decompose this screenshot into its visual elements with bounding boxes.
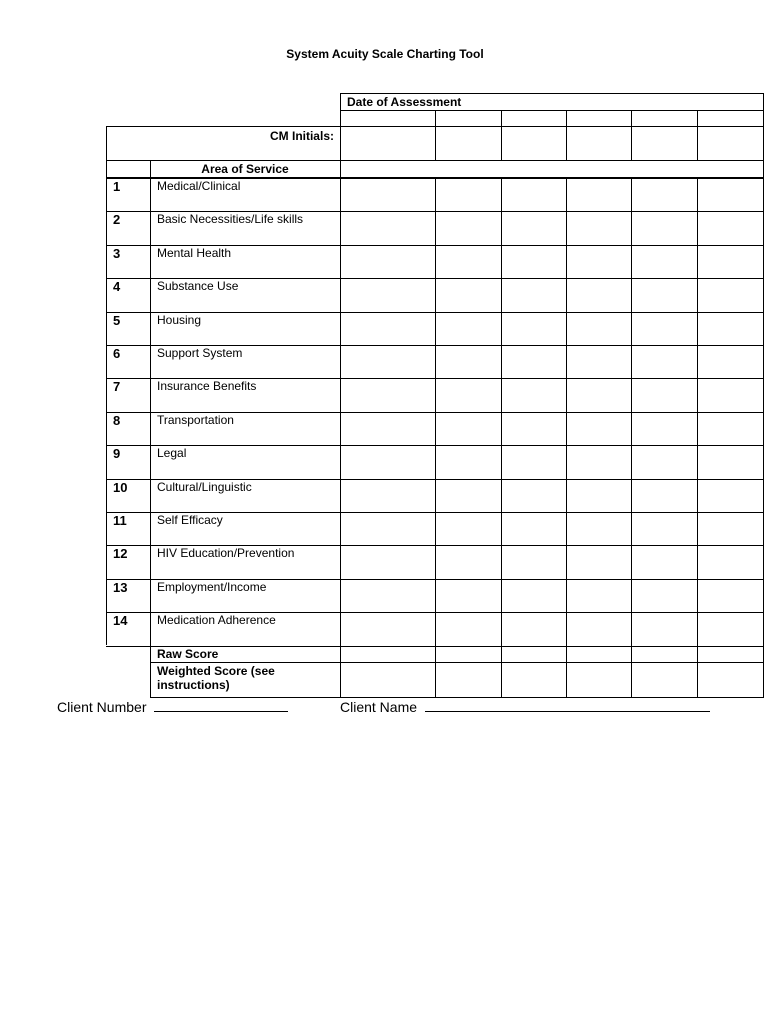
row-number: 6 <box>113 346 121 361</box>
score-cell[interactable] <box>502 379 566 411</box>
date-col-border <box>763 93 764 698</box>
service-area-label: Medication Adherence <box>157 613 276 627</box>
row-number: 1 <box>113 179 121 194</box>
score-cell[interactable] <box>502 580 566 612</box>
service-area-label: Mental Health <box>157 246 232 260</box>
row-number: 9 <box>113 446 121 461</box>
score-cell[interactable] <box>341 179 435 211</box>
client-name-field[interactable] <box>340 698 710 715</box>
score-cell[interactable] <box>567 546 631 578</box>
row-number: 13 <box>113 580 128 595</box>
score-cell[interactable] <box>698 613 763 645</box>
score-cell[interactable] <box>502 546 566 578</box>
service-area-label: Support System <box>157 346 243 360</box>
score-cell[interactable] <box>567 513 631 545</box>
score-cell[interactable] <box>341 379 435 411</box>
score-cell[interactable] <box>698 279 763 311</box>
score-cell[interactable] <box>341 212 435 244</box>
client-name-label: Client Name <box>340 699 418 715</box>
row-number: 7 <box>113 379 121 394</box>
score-cell[interactable] <box>502 613 566 645</box>
score-cell[interactable] <box>698 313 763 345</box>
score-cell[interactable] <box>567 379 631 411</box>
score-cell[interactable] <box>436 446 501 478</box>
service-area-label: Transportation <box>157 413 234 427</box>
score-cell[interactable] <box>567 212 631 244</box>
weighted-score-label: Weighted Score (see instructions) <box>157 664 275 692</box>
table-left-border <box>106 126 107 645</box>
score-cell[interactable] <box>698 379 763 411</box>
service-area-label: Employment/Income <box>157 580 267 594</box>
score-cell[interactable] <box>341 346 435 378</box>
score-cell[interactable] <box>632 613 697 645</box>
score-cell[interactable] <box>502 446 566 478</box>
row-number: 4 <box>113 279 121 294</box>
score-cell[interactable] <box>502 480 566 512</box>
score-cell[interactable] <box>502 513 566 545</box>
score-cell[interactable] <box>632 480 697 512</box>
client-name-blank[interactable] <box>425 698 710 712</box>
score-cell[interactable] <box>567 480 631 512</box>
score-cell[interactable] <box>341 313 435 345</box>
score-cell[interactable] <box>436 513 501 545</box>
score-cell[interactable] <box>502 413 566 445</box>
row-number: 14 <box>113 613 128 628</box>
score-cell[interactable] <box>632 179 697 211</box>
score-cell[interactable] <box>502 279 566 311</box>
score-cell[interactable] <box>436 613 501 645</box>
service-area-label: Basic Necessities/Life skills <box>157 212 304 226</box>
score-cell[interactable] <box>632 246 697 278</box>
row-number: 12 <box>113 546 128 561</box>
area-of-service-label: Area of Service <box>201 162 289 176</box>
client-number-blank[interactable] <box>154 698 288 712</box>
score-cell[interactable] <box>632 313 697 345</box>
score-cell[interactable] <box>567 279 631 311</box>
score-cell[interactable] <box>436 279 501 311</box>
score-cell[interactable] <box>698 346 763 378</box>
service-area-label: Legal <box>157 446 187 460</box>
score-cell[interactable] <box>632 379 697 411</box>
score-cell[interactable] <box>698 546 763 578</box>
score-cell[interactable] <box>632 212 697 244</box>
score-cell[interactable] <box>567 580 631 612</box>
score-cell[interactable] <box>341 546 435 578</box>
score-cell[interactable] <box>341 613 435 645</box>
service-area-label: Insurance Benefits <box>157 379 257 393</box>
score-cell[interactable] <box>632 546 697 578</box>
score-cell[interactable] <box>632 346 697 378</box>
service-area-label: Housing <box>157 313 202 327</box>
score-cell[interactable] <box>698 246 763 278</box>
score-cell[interactable] <box>698 580 763 612</box>
score-cell[interactable] <box>567 246 631 278</box>
score-cell[interactable] <box>567 446 631 478</box>
service-area-label: HIV Education/Prevention <box>157 546 295 560</box>
service-area-label: Self Efficacy <box>157 513 223 527</box>
score-cell[interactable] <box>632 279 697 311</box>
client-number-field[interactable] <box>57 698 288 715</box>
date-header-divider <box>340 110 763 111</box>
score-cell[interactable] <box>502 313 566 345</box>
row-number: 2 <box>113 212 121 227</box>
score-cell[interactable] <box>632 580 697 612</box>
score-cell[interactable] <box>436 413 501 445</box>
cm-initials-label: CM Initials: <box>269 129 334 143</box>
row-number: 11 <box>113 513 127 528</box>
date-col-border <box>435 110 436 160</box>
score-cell[interactable] <box>341 413 435 445</box>
service-area-label: Medical/Clinical <box>157 179 241 193</box>
score-cell[interactable] <box>567 346 631 378</box>
score-cell[interactable] <box>436 246 501 278</box>
service-area-label: Cultural/Linguistic <box>157 480 252 494</box>
score-cell[interactable] <box>698 446 763 478</box>
row-number: 10 <box>113 480 128 495</box>
raw-score-label: Raw Score <box>157 647 219 661</box>
score-cell[interactable] <box>698 480 763 512</box>
score-cell[interactable] <box>436 179 501 211</box>
row-number: 8 <box>113 413 121 428</box>
score-cell[interactable] <box>632 413 697 445</box>
score-cell[interactable] <box>436 346 501 378</box>
score-cell[interactable] <box>436 546 501 578</box>
score-cell[interactable] <box>341 446 435 478</box>
service-area-label: Substance Use <box>157 279 239 293</box>
score-cell[interactable] <box>567 413 631 445</box>
date-col-border <box>697 110 698 160</box>
row-number: 3 <box>113 246 121 261</box>
score-cell[interactable] <box>698 513 763 545</box>
date-col-border <box>566 110 567 160</box>
score-cell[interactable] <box>502 179 566 211</box>
score-cell[interactable] <box>567 179 631 211</box>
score-cell[interactable] <box>698 212 763 244</box>
cm-initials-bottom-border <box>106 160 763 161</box>
client-number-label: Client Number <box>57 699 147 715</box>
score-cell[interactable] <box>632 513 697 545</box>
score-cell[interactable] <box>341 279 435 311</box>
score-cell[interactable] <box>436 313 501 345</box>
date-of-assessment-label: Date of Assessment <box>347 95 462 109</box>
score-cell[interactable] <box>567 313 631 345</box>
score-cell[interactable] <box>341 580 435 612</box>
score-cell[interactable] <box>436 212 501 244</box>
score-cell[interactable] <box>341 480 435 512</box>
score-cell[interactable] <box>436 379 501 411</box>
score-cell[interactable] <box>698 179 763 211</box>
score-cell[interactable] <box>436 580 501 612</box>
score-cell[interactable] <box>502 246 566 278</box>
score-cell[interactable] <box>341 246 435 278</box>
date-col-border <box>631 110 632 160</box>
date-header-top-border <box>340 93 763 94</box>
score-cell[interactable] <box>436 480 501 512</box>
score-cell[interactable] <box>567 613 631 645</box>
row-number: 5 <box>113 313 121 328</box>
date-col-border <box>501 110 502 160</box>
score-cell[interactable] <box>502 212 566 244</box>
number-col-border <box>150 160 151 698</box>
score-cell[interactable] <box>341 513 435 545</box>
score-cell[interactable] <box>502 346 566 378</box>
score-cell[interactable] <box>698 413 763 445</box>
page-title: System Acuity Scale Charting Tool <box>286 47 484 61</box>
raw-score-bottom-border <box>150 662 763 663</box>
score-cell[interactable] <box>632 446 697 478</box>
